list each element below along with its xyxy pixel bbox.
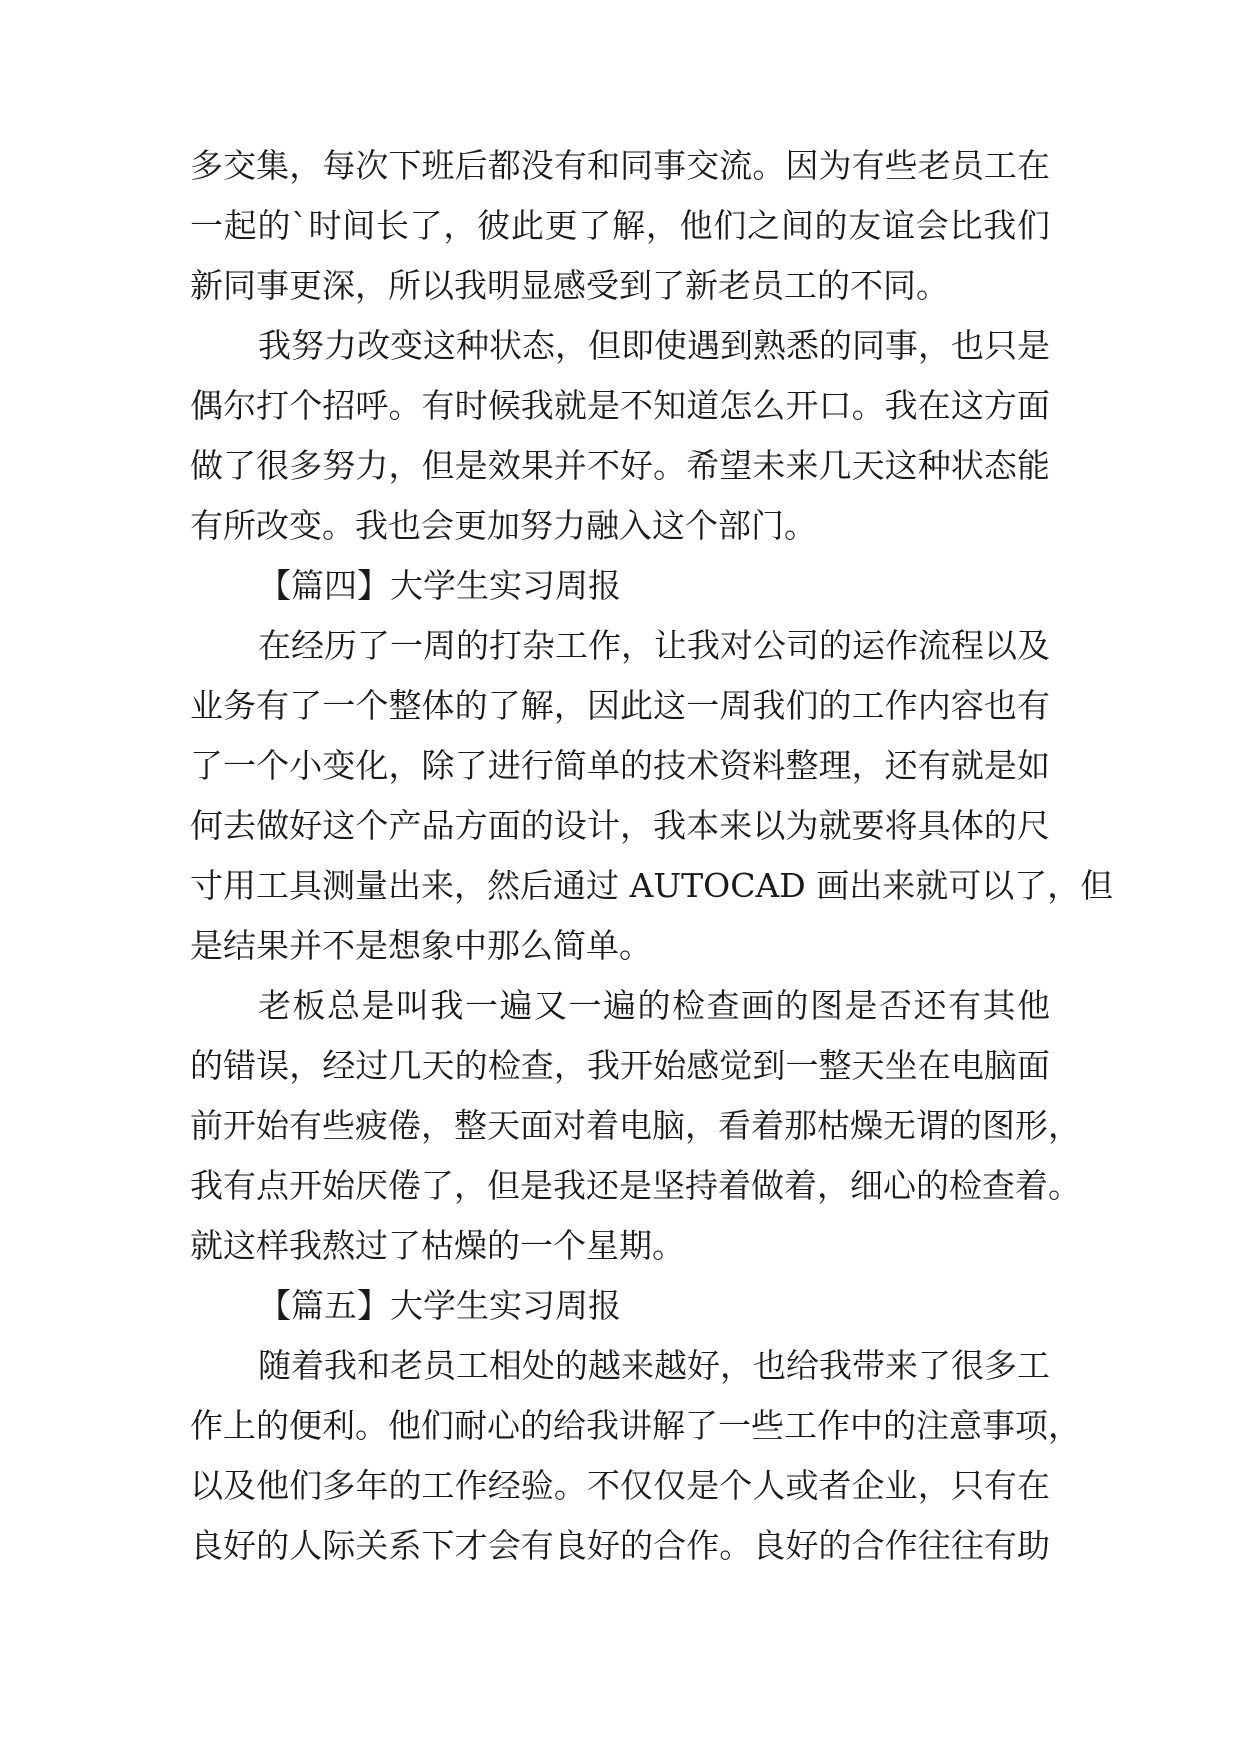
paragraph-first-line: 在经历了一周的打杂工作，让我对公司的运作流程以及 xyxy=(258,626,1050,665)
text-line: 有所改变。我也会更加努力融入这个部门。 xyxy=(190,506,817,545)
text-line: 何去做好这个产品方面的设计，我本来以为就要将具体的尺 xyxy=(190,806,1050,845)
text-line: 以及他们多年的工作经验。不仅仅是个人或者企业，只有在 xyxy=(190,1466,1050,1505)
text-line: 前开始有些疲倦，整天面对着电脑，看着那枯燥无谓的图形， xyxy=(190,1106,1081,1145)
text-line: 就这样我熬过了枯燥的一个星期。 xyxy=(190,1226,685,1265)
text-line: 偶尔打个招呼。有时候我就是不知道怎么开口。我在这方面 xyxy=(190,386,1050,425)
paragraph-first-line: 随着我和老员工相处的越来越好，也给我带来了很多工 xyxy=(258,1346,1050,1385)
paragraph-first-line: 我努力改变这种状态，但即使遇到熟悉的同事，也只是 xyxy=(258,326,1050,365)
text-line: 良好的人际关系下才会有良好的合作。良好的合作往往有助 xyxy=(190,1526,1050,1565)
text-line: 的错误，经过几天的检查，我开始感觉到一整天坐在电脑面 xyxy=(190,1046,1050,1085)
section-heading: 【篇五】大学生实习周报 xyxy=(258,1286,621,1325)
text-line: 我有点开始厌倦了，但是我还是坚持着做着，细心的检查着。 xyxy=(190,1166,1081,1205)
text-line: 一起的`时间长了，彼此更了解，他们之间的友谊会比我们 xyxy=(190,206,1050,245)
paragraph-first-line: 老板总是叫我一遍又一遍的检查画的图是否还有其他 xyxy=(258,986,1050,1025)
text-line: 是结果并不是想象中那么简单。 xyxy=(190,926,652,965)
section-heading: 【篇四】大学生实习周报 xyxy=(258,566,621,605)
text-line: 寸用工具测量出来，然后通过 AUTOCAD 画出来就可以了，但 xyxy=(190,866,1114,905)
text-line: 做了很多努力，但是效果并不好。希望未来几天这种状态能 xyxy=(190,446,1050,485)
text-line: 了一个小变化，除了进行简单的技术资料整理，还有就是如 xyxy=(190,746,1050,785)
text-line: 业务有了一个整体的了解，因此这一周我们的工作内容也有 xyxy=(190,686,1050,725)
text-line: 作上的便利。他们耐心的给我讲解了一些工作中的注意事项， xyxy=(190,1406,1081,1445)
text-line: 新同事更深，所以我明显感受到了新老员工的不同。 xyxy=(190,266,949,305)
text-line: 多交集，每次下班后都没有和同事交流。因为有些老员工在 xyxy=(190,146,1050,185)
